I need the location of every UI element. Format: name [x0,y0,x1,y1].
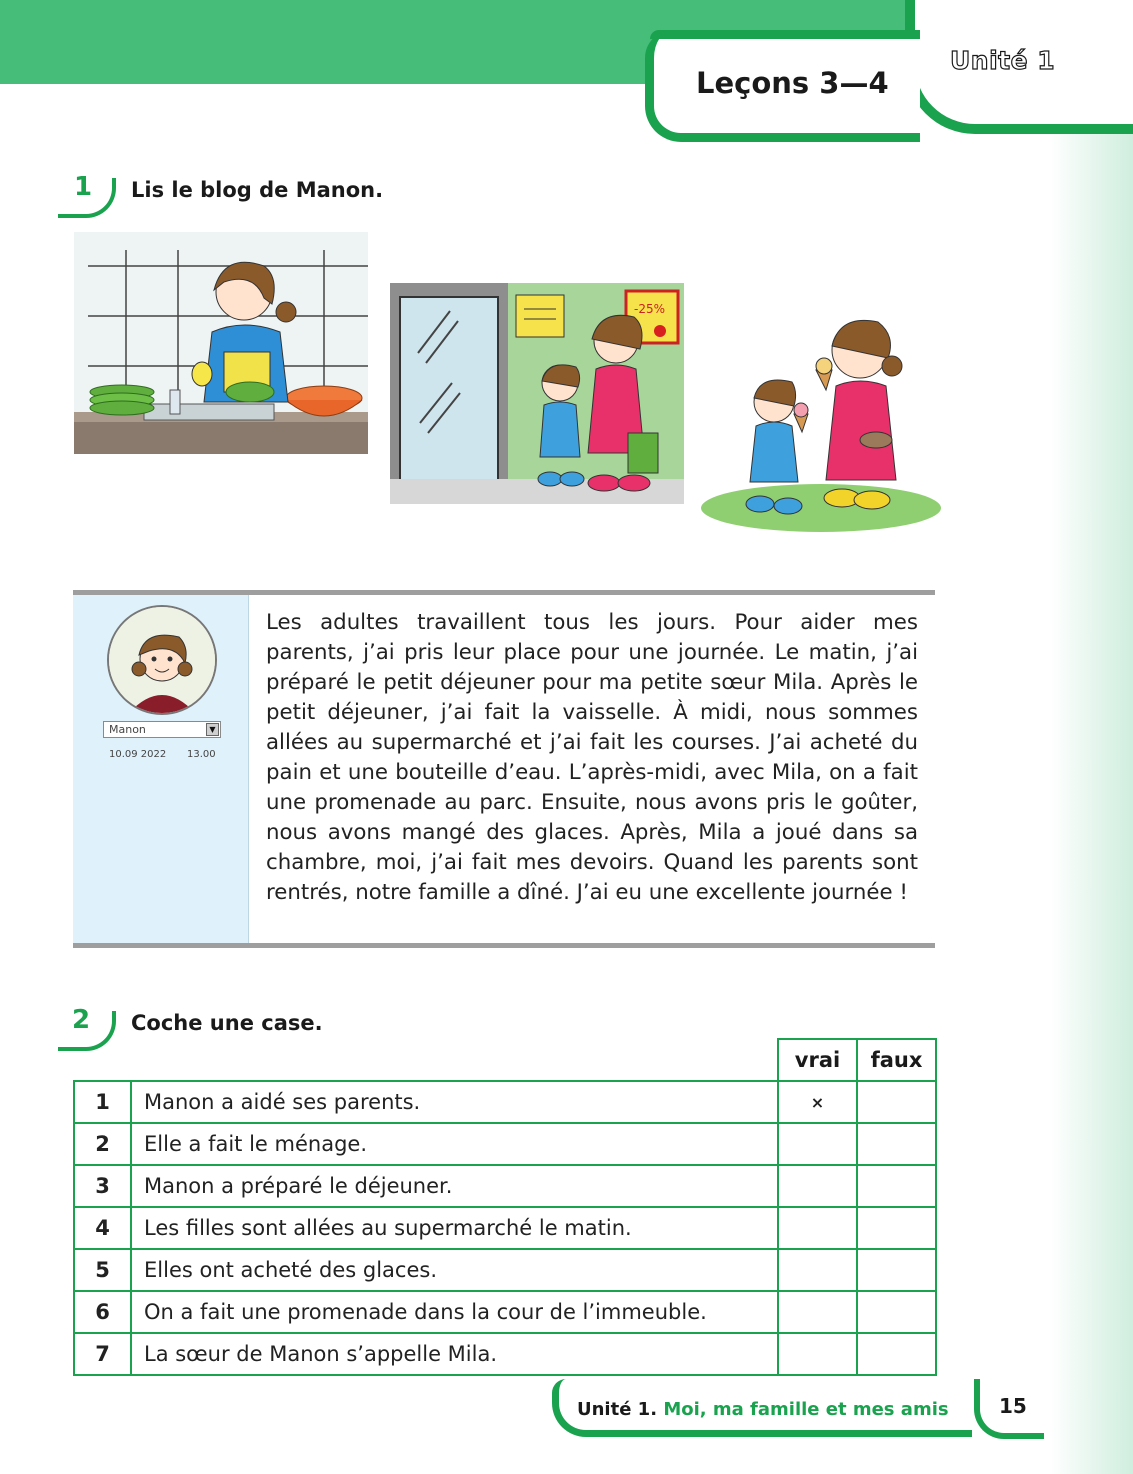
table-row [74,1249,936,1291]
statement: Elle a fait le ménage. [131,1123,778,1165]
checkbox-faux[interactable] [857,1333,936,1375]
column-header-faux: faux [857,1039,936,1081]
checkbox-faux[interactable] [857,1207,936,1249]
table-row [74,1291,936,1333]
row-number: 6 [74,1291,131,1333]
statement: Elles ont acheté des glaces. [131,1249,778,1291]
exercise-1-digit: 1 [74,172,93,202]
row-number: 3 [74,1165,131,1207]
page-edge-gradient [1050,0,1133,1474]
row-number: 2 [74,1123,131,1165]
statement: La sœur de Manon s’appelle Mila. [131,1333,778,1375]
illustration-supermarket [390,283,684,504]
exercise-1-number [58,172,118,218]
exercise-2-instruction: Coche une case. [131,1011,323,1035]
checkbox-vrai[interactable] [778,1249,857,1291]
footer-unit-label: Unité 1. [577,1399,658,1420]
illustration-washing-dishes [74,232,368,454]
lessons-tab-border [650,30,920,39]
table-row [74,1081,936,1123]
checkbox-vrai[interactable] [778,1123,857,1165]
statement: Manon a préparé le déjeuner. [131,1165,778,1207]
statement: Manon a aidé ses parents. [131,1081,778,1123]
checkbox-faux[interactable] [857,1123,936,1165]
checkbox-faux[interactable] [857,1291,936,1333]
statement: Les filles sont allées au supermarché le matin. [131,1207,778,1249]
table-row [74,1123,936,1165]
price-tag: -25% [634,302,666,316]
true-false-table [73,1038,937,1376]
table-header-spacer [74,1039,778,1081]
post-time: 13.00 [187,749,216,760]
checkbox-vrai[interactable] [778,1165,857,1207]
checkbox-faux[interactable] [857,1081,936,1123]
footer-unit-title [577,1399,949,1420]
checkbox-vrai[interactable] [778,1333,857,1375]
user-select[interactable] [103,721,221,738]
page-number: 15 [999,1394,1027,1418]
exercise-1-instruction: Lis le blog de Manon. [131,178,384,202]
table-row [74,1165,936,1207]
column-header-vrai: vrai [778,1039,857,1081]
row-number: 4 [74,1207,131,1249]
blog-text: Les adultes travaillent tous les jours. Pour aider mes parents, j’ai pris leur place pour une journée. Le matin, j’ai préparé le petit déjeuner pour ma petite sœur Mila. Après le petit déjeuner, j’ai fait la vaisselle. À midi, nous sommes allées au supermarché et j’ai fait les courses. J’ai acheté du pain et une bouteille d’eau. L’après-midi, avec Mila, on a fait une promenade au parc. Ensuite, nous avons pris le goûter, nous avons mangé des glaces. Après, Mila a joué dans sa chambre, moi, j’ai fait mes devoirs. Quand les parents sont rentrés, notre famille a dîné. J’ai eu une excellente journée ! [266,610,918,905]
blog-post [73,590,935,948]
user-select-value: Manon [109,723,146,736]
footer-theme: Moi, ma famille et mes amis [663,1399,949,1420]
table-row [74,1333,936,1375]
checkbox-faux[interactable] [857,1165,936,1207]
post-date: 10.09 2022 [109,749,167,760]
statement: On a fait une promenade dans la cour de l’immeuble. [131,1291,778,1333]
unit-badge: Unité 1 [950,46,1056,75]
row-number: 1 [74,1081,131,1123]
illustration-ice-cream [700,310,944,534]
avatar [107,605,217,715]
exercise-2-digit: 2 [72,1005,91,1035]
checkbox-faux[interactable] [857,1249,936,1291]
checkbox-vrai[interactable] [778,1207,857,1249]
row-number: 7 [74,1333,131,1375]
dropdown-arrow-icon[interactable]: ▼ [206,723,219,736]
table-row [74,1207,936,1249]
checkbox-vrai[interactable] [778,1291,857,1333]
checkbox-vrai[interactable]: × [778,1081,857,1123]
row-number: 5 [74,1249,131,1291]
blog-author-panel [73,595,249,943]
lessons-title: Leçons 3—4 [696,66,889,100]
